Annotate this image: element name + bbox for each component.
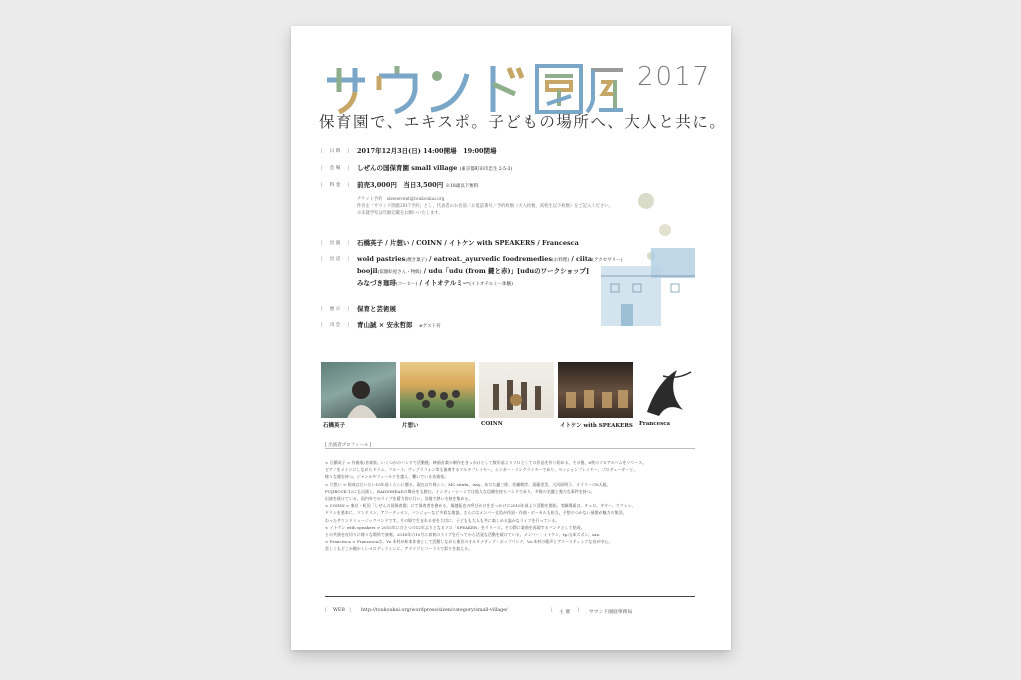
title-logo [325, 60, 625, 116]
info-row-host: [ 司 会 ] 青山誠 × 安永哲郎 ※ゲスト有 [321, 321, 441, 329]
web-label: WEB [333, 608, 345, 613]
artist-profiles: < 石橋英子 > 作曲家/音楽家。いくつかのバンドで活動後、映画音楽の制作をきっかけとして数年前よりソロとしての作品を作り始める。その後、6枚のソロアルバムをリリース。 ピアノをメインにしながらドラム、フルート、ヴィブラフォン等も演奏するマルチプレイヤー。シンガー・ソングライターであり、セッションプレイヤー、プロデューサーと、 様々な顔を持つ。ジャンルやフィールドを越え、繋いでいる音楽家。 < 片想い > 結成はだいたい10年前くらいに遡る。現在は片岡シン、MC.sirafu、issy、あだち麗三郎、伴瀬朝彦、遠藤里美、大河原明子、オラリーの8人組。 FUJIROCK'12にも出演し、RADIOHEADの舞台をも踏む。インディーシーンでは他人な信頼を持ちバンドであり、多数の名盤と強力な事件を持つ。 出演を続けている。国内外でのライブを精力的に行い、各地で熱い支持を集める。 < COINN > 東京・町田「しぜんの国保育園」にて保育者を務める、塚越拓也の呼びかけをきっかけに2010年頃より活動を開始。実験場面は、チェロ、ギター、ウクレレ、 ドラムを基本に、マンドリン、アコーディオン、バンジョーなど多彩な楽器。さらにはメンバー全員が作詞・作曲・ボーカルも担当。予想のつかない展開が魅力の集団。 わったサウンドミュージックバンドです。その場で生まれる音を大切に、子どもも大人も共に楽しめる温かなライブを行っている。 < イトケン with speakers > 2015年にひとつの12年ぶりとなるソロ「SPEAKER」をリリース。その際に楽曲を再現するバンドとして結成。 との共演を皮切りに様々な場所で演奏。2016年の10月に真初のライブを行ってから活発な活動を続けている。メンバー：イトケン、tp.山本ズボン、sax. < Francesca > Francescaは、Vo.木村が絵本作家として活動しながら東京のオルタナティブ・ポップバンド、Vo.木村の歌声とアコースティックな音が中心。 美しくもどこか懐かしいメロディラインに、アドリブとコーラスで彩りを加える。 [325, 460, 647, 552]
event-flyer: 2017 保育園で、エキスポ。子どもの場所へ、大人と共に。 [ 日 時 ] 2017年12月3日(日) 14:00開場 19:00閉場 [ 会 場 ] しぜんの国保育園 small village (東京都町田市忠生 2-5-3) [ 料 金 ] 前売3,000円 当日3,500円 ※18歳以下無料 チケット予約 sizenevent@toukoukai.org 件名を「サウンド園庭2017予約」とし、代表者のお名前／お電話番号／予約枚数（大人枚数、高校生以下枚数）をご記入ください。 ※未就学児は年齢記載をお願いいたします。 [ 出 演 ] 石橋英子 / 片想い / COINN / イトケン with SPEAKERS / Francesca [ 出 店 ] wold pastries(焼き菓子) / eatreat._ayurvedic foodremedies(お料理) / ciita(アクセサリー) boojil(似顔絵屋さん・物販) / udu「udu (from 鍵と赤)」[uduのワークショップ] みなづき珈琲(コーヒー) / イトオテルミー(イトオテルミー体験) [ 展 示 ] 保育と芸術展 [ 司 会 ] 青山誠 × 安永哲郎 ※ゲスト有 石橋英子 片想い COINN イトケン with SPEAKERS Francesca [ 出演者プロフィール ] < 石橋英子 > 作曲家/音楽家。いくつかのバンドで活動後、映画音楽の制作をきっかけとして数年前よりソロとしての作品を作り始める。その後、6枚のソロアルバムをリリース。 ピアノをメインにしながらドラム、フルート、ヴィブラフォン等も演奏するマルチプレイヤー。シンガー・ソングライターであり、セッションプレイヤー、プロデューサーと、 様々な顔を持つ。ジャンルやフィールドを越え、繋いでいる音楽家。 < 片想い > 結成はだいたい10年前くらいに遡る。現在は片岡シン、MC.sirafu、issy、あだち麗三郎、伴瀬朝彦、遠藤里美、大河原明子、オラリーの8人組。 FUJIROCK'12にも出演し、RADIOHEADの舞台をも踏む。インディーシーンでは他人な信頼を持ちバンドであり、多数の名盤と強力な事件を持つ。 出演を続けている。国内外でのライブを精力的に行い、各地で熱い支持を集める。 < COINN > 東京・町田「しぜんの国保育園」にて保育者を務める、塚越拓也の呼びかけをきっかけに2010年頃より活動を開始。実験場面は、チェロ、ギター、ウクレレ、 ドラムを基本に、マンドリン、アコーディオン、バンジョーなど多彩な楽器。さらにはメンバー全員が作詞・作曲・ボーカルも担当。予想のつかない展開が魅力の集団。 わったサウンドミュージックバンドです。その場で生まれる音を大切に、子どもも大人も共に楽しめる温かなライブを行っている。 < イトケン with speakers > 2015年にひとつの12年ぶりとなるソロ「SPEAKER」をリリース。その際に楽曲を再現するバンドとして結成。 との共演を皮切りに様々な場所で演奏。2016年の10月に真初のライブを行ってから活発な活動を続けている。メンバー：イトケン、tp.山本ズボン、sax. < Francesca > Francescaは、Vo.木村が絵本作家として活動しながら東京のオルタナティブ・ポップバンド、Vo.木村の歌声とアコースティックな音が中心。 美しくもどこか懐かしいメロディラインに、アドリブとコーラスで彩りを加える。 [ WEB ] http://toukoukai.org/wordpress/sizen/category/small-village/ [ 主 催 ] サウンド園庭事務局 [291, 26, 731, 650]
title-year: 2017 [637, 62, 712, 92]
website-url[interactable]: http://toukoukai.org/wordpress/sizen/category/small-village/ [361, 608, 508, 613]
artist-caption: イトケン with SPEAKERS [560, 423, 633, 429]
organizer-name: サウンド園庭事務局 [589, 610, 633, 615]
artist-caption: Francesca [639, 421, 671, 427]
info-row-performers: [ 出 演 ] 石橋英子 / 片想い / COINN / イトケン with SPEAKERS / Francesca [321, 239, 579, 247]
artist-caption: 石橋英子 [323, 423, 346, 429]
artist-caption: 片想い [402, 423, 419, 429]
title-char-sa [327, 68, 365, 112]
deco-circle [659, 224, 671, 236]
info-row-venue: [ 会 場 ] しぜんの国保育園 small village (東京都町田市忠生 2-5-3) [321, 164, 513, 172]
artist-caption: COINN [481, 421, 503, 427]
divider [325, 448, 695, 449]
artist-photos [321, 362, 701, 432]
info-row-shops: [ 出 店 ] wold pastries(焼き菓子) / eatreat._ayurvedic foodremedies(お料理) / ciita(アクセサリー) boojil(似顔絵屋さん・物販) / udu「udu (from 鍵と赤)」[uduのワークショップ] みなづき珈琲(コーヒー) / イトオテルミー(イトオテルミー体験) [321, 255, 623, 287]
tagline: 保育園で、エキスポ。子どもの場所へ、大人と共に。 [319, 113, 727, 131]
footer-divider [325, 596, 695, 597]
artist-photo [637, 362, 701, 418]
info-row-fee: [ 料 金 ] 前売3,000円 当日3,500円 ※18歳以下無料 [321, 181, 479, 189]
title-char-en [537, 66, 581, 112]
artist-photo [400, 362, 475, 418]
title-char-tei [587, 70, 623, 112]
artist-photo [558, 362, 633, 418]
title-char-u [379, 66, 415, 112]
info-row-exhibit: [ 展 示 ] 保育と芸術展 [321, 305, 396, 313]
profile-heading: [ 出演者プロフィール ] [325, 443, 372, 448]
title-char-do [493, 66, 522, 112]
artist-photo [479, 362, 554, 418]
reservation-note: チケット予約 sizenevent@toukoukai.org 件名を「サウンド園庭2017予約」とし、代表者のお名前／お電話番号／予約枚数（大人枚数、高校生以下枚数）をご記入ください。 ※未就学児は年齢記載をお願いいたします。 [357, 197, 613, 216]
artist-photo [321, 362, 396, 418]
title-char-n [431, 71, 467, 110]
organizer-label: 主 催 [559, 610, 571, 615]
info-row-date: [ 日 時 ] 2017年12月3日(日) 14:00開場 19:00閉場 [321, 147, 497, 155]
